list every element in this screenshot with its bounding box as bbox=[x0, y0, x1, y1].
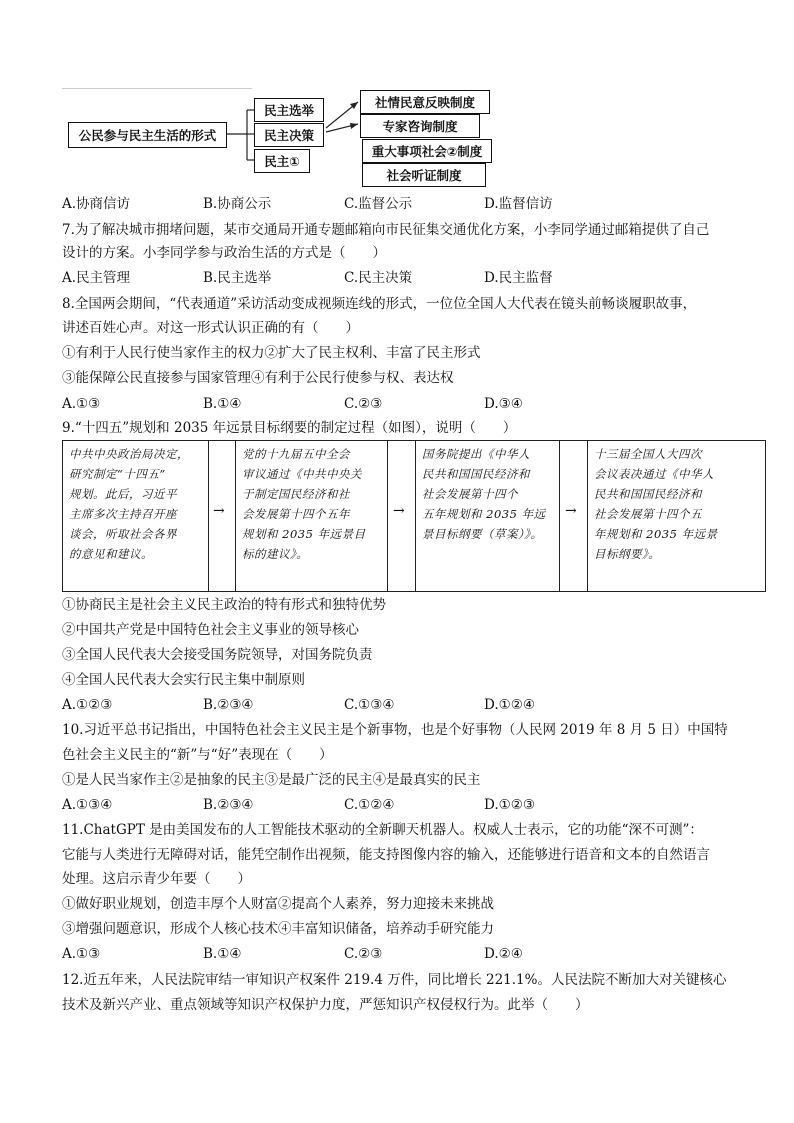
q8-statement-1: ①有利于人民行使当家作主的权力②扩大了民主权利、丰富了民主形式 bbox=[62, 345, 481, 361]
q10-option-b[interactable]: B.②③④ bbox=[203, 797, 254, 813]
q11-stem-line1: 11.ChatGPT 是由美国发布的人工智能技术驱动的全新聊天机器人。权威人士表示，它的功能“深不可测”： bbox=[62, 822, 703, 838]
q8-option-b[interactable]: B.①④ bbox=[203, 396, 242, 412]
q8-statement-2: ③能保障公民直接参与国家管理④有利于公民行使参与权、表达权 bbox=[62, 370, 454, 386]
diagram-blank1-box: 民主① bbox=[254, 149, 310, 173]
flow-arrow-2: → bbox=[393, 503, 405, 519]
flow-step-4: 十三届全国人大四次 会议表决通过《中华人 民共和国国民经济和 社会发展第十四个五 年规划和 2035 年远景 目标纲要》。 bbox=[594, 447, 718, 561]
q8-stem-line2: 讲述百姓心声。对这一形式认识正确的有（ ） bbox=[62, 320, 359, 336]
q6-option-c[interactable]: C.监督公示 bbox=[344, 196, 413, 212]
q12-stem-line1: 12.近五年来，人民法院审结一审知识产权案件 219.4 万件，同比增长 221.1%。人民法院不断加大对关键核心 bbox=[62, 972, 727, 988]
q9-option-d[interactable]: D.①②④ bbox=[484, 697, 535, 713]
q7-stem-line1: 7.为了解决城市拥堵问题，某市交通局开通专题邮箱向市民征集交通优化方案，小李同学通过邮箱提供了自己 bbox=[62, 222, 710, 238]
q9-statement-4: ④全国人民代表大会实行民主集中制原则 bbox=[62, 672, 305, 688]
diagram-root-box: 公民参与民主生活的形式 bbox=[68, 122, 227, 148]
q6-option-a[interactable]: A.协商信访 bbox=[62, 196, 131, 212]
q9-option-b[interactable]: B.②③④ bbox=[203, 697, 254, 713]
q9-option-a[interactable]: A.①②③ bbox=[62, 697, 113, 713]
q7-option-b[interactable]: B.民主选举 bbox=[203, 270, 272, 286]
q8-stem-line1: 8.全国两会期间，“代表通道”采访活动变成视频连线的形式，一位位全国人大代表在镜头前畅谈履职故事， bbox=[62, 296, 697, 312]
q9-statement-2: ②中国共产党是中国特色社会主义事业的领导核心 bbox=[62, 622, 359, 638]
q10-option-c[interactable]: C.①②④ bbox=[344, 797, 395, 813]
diagram-right-box-1: 社情民意反映制度 bbox=[360, 90, 490, 114]
q7-stem-line2: 设计的方案。小李同学参与政治生活的方式是（ ） bbox=[62, 245, 386, 261]
flow-arrow-1: → bbox=[213, 503, 225, 519]
q6-option-d[interactable]: D.监督信访 bbox=[484, 196, 553, 212]
q6-option-b[interactable]: B.协商公示 bbox=[203, 196, 272, 212]
diagram-decision-box: 民主决策 bbox=[254, 123, 324, 147]
q11-option-c[interactable]: C.②③ bbox=[344, 946, 383, 962]
q11-statement-1: ①做好职业规划，创造丰厚个人财富②提高个人素养，努力迎接未来挑战 bbox=[62, 896, 494, 912]
q9-statement-3: ③全国人民代表大会接受国务院领导，对国务院负责 bbox=[62, 647, 373, 663]
diagram-election-box: 民主选举 bbox=[254, 98, 324, 122]
q7-option-d[interactable]: D.民主监督 bbox=[484, 270, 553, 286]
q10-stem-line2: 色社会主义民主的“新”与“好”表现在（ ） bbox=[62, 747, 333, 763]
q12-stem-line2: 技术及新兴产业、重点领域等知识产权保护力度，严惩知识产权侵权行为。此举（ ） bbox=[62, 997, 589, 1013]
diagram-right-box-2: 专家咨询制度 bbox=[360, 114, 480, 138]
q11-stem-line2: 它能与人类进行无障碍对话，能凭空制作出视频，能支持图像内容的输入，还能够进行语音和文本的自然语言 bbox=[62, 847, 710, 863]
q10-statement-1: ①是人民当家作主②是抽象的民主③是最广泛的民主④是最真实的民主 bbox=[62, 772, 481, 788]
diagram-right-box-4: 社会听证制度 bbox=[362, 163, 486, 187]
q11-option-a[interactable]: A.①③ bbox=[62, 946, 101, 962]
q10-stem-line1: 10.习近平总书记指出，中国特色社会主义民主是个新事物，也是个好事物（人民网 2019 年 8 月 5 日）中国特 bbox=[62, 722, 728, 738]
flow-arrow-3: → bbox=[565, 503, 577, 519]
q9-stem-line1: 9.“十四五”规划和 2035 年远景目标纲要的制定过程（如图），说明（ ） bbox=[62, 420, 517, 436]
q11-statement-2: ③增强问题意识，形成个人核心技术④丰富知识储备，培养动手研究能力 bbox=[62, 921, 494, 937]
q11-stem-line3: 处理。这启示青少年要（ ） bbox=[62, 871, 251, 887]
flow-step-1: 中共中央政治局决定， 研究制定“十四五” 规划。此后，习近平 主席多次主持召开座 谈会，听取社会各界 的意见和建议。 bbox=[69, 447, 189, 561]
q7-option-a[interactable]: A.民主管理 bbox=[62, 270, 131, 286]
q7-option-c[interactable]: C.民主决策 bbox=[344, 270, 413, 286]
q10-option-d[interactable]: D.①②③ bbox=[484, 797, 535, 813]
q11-option-b[interactable]: B.①④ bbox=[203, 946, 242, 962]
q11-option-d[interactable]: D.②④ bbox=[484, 946, 523, 962]
q9-flow-table bbox=[62, 440, 766, 592]
q9-option-c[interactable]: C.①③④ bbox=[344, 697, 395, 713]
q9-statement-1: ①协商民主是社会主义民主政治的特有形式和独特优势 bbox=[62, 597, 386, 613]
q8-option-a[interactable]: A.①③ bbox=[62, 396, 101, 412]
flow-step-2: 党的十九届五中全会 审议通过《中共中央关 于制定国民经济和社 会发展第十四个五年 规划和 2035 年远景目 标的建议》。 bbox=[242, 447, 366, 561]
q8-option-d[interactable]: D.③④ bbox=[484, 396, 523, 412]
q10-option-a[interactable]: A.①③④ bbox=[62, 797, 113, 813]
flow-step-3: 国务院提出《中华人 民共和国国民经济和 社会发展第十四个 五年规划和 2035 年远 景目标纲要（草案）》。 bbox=[422, 447, 546, 541]
q8-option-c[interactable]: C.②③ bbox=[344, 396, 383, 412]
diagram-right-box-3: 重大事项社会②制度 bbox=[362, 139, 492, 163]
